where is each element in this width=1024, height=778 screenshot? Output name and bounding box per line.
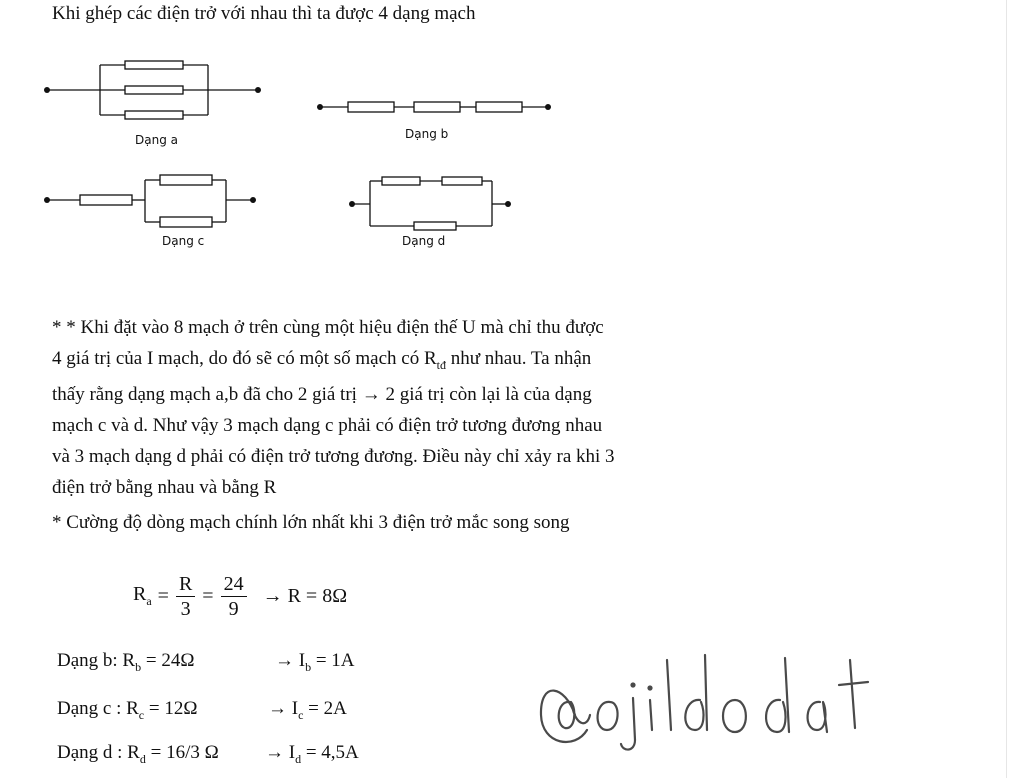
terminal-dot [255, 87, 261, 93]
fraction-r-over-3: $\frac{R}{3}$ [176, 572, 195, 621]
para-line: 4 giá trị của I mạch, do đó sẽ có một số mạch có $R_{tđ}$ như nhau. Ta nhận [52, 347, 592, 372]
fraction-24-over-9: $\frac{24}{9}$ [221, 572, 247, 621]
terminal-dot [250, 197, 256, 203]
para-line: điện trở bằng nhau và bằng R [52, 476, 277, 498]
bullet-main-current: * Cường độ dòng mạch chính lớn nhất khi 3 điện trở mắc song song [52, 512, 570, 533]
formula-ra [130, 566, 350, 626]
label-dang-c: Dạng c [162, 234, 205, 248]
circuit-b [320, 102, 548, 112]
explanation-paragraph [52, 313, 722, 504]
terminal-dot [505, 201, 511, 207]
equals-sign: = [202, 584, 214, 607]
formula-result: → R = 8Ω [262, 584, 348, 607]
terminal-dot [317, 104, 323, 110]
result-row-d: Dạng d : $R_d = 16/3$ Ω → $I_d = 4,5A$ [57, 742, 359, 766]
label-dang-d: Dạng d [402, 234, 446, 248]
handwritten-signature [535, 640, 885, 760]
page-gutter [1006, 0, 1024, 778]
terminal-dot [545, 104, 551, 110]
result-row-b: Dạng b: $R_b = 24\Omega$ → $I_b = 1A$ [57, 650, 355, 674]
label-dang-a: Dạng a [135, 133, 178, 147]
result-row-c: Dạng c : $R_c = 12\Omega$ → $I_c = 2A$ [57, 698, 347, 722]
heading-text: Khi ghép các điện trở với nhau thì ta được 4 dạng mạch [52, 3, 476, 24]
equals-sign: = [157, 584, 169, 607]
circuit-a [47, 61, 258, 119]
formula-lhs: $R_a$ [133, 583, 152, 608]
para-line: thấy rằng dạng mạch a,b đã cho 2 giá trị → 2 giá trị còn lại là của dạng [52, 384, 592, 406]
circuit-d [352, 177, 508, 230]
label-dang-b: Dạng b [405, 127, 449, 141]
terminal-dot [44, 197, 50, 203]
para-line: * * Khi đặt vào 8 mạch ở trên cùng một hiệu điện thế U mà chỉ thu được [52, 317, 604, 338]
circuit-diagrams [0, 40, 600, 270]
terminal-dot [349, 201, 355, 207]
para-line: và 3 mạch dạng d phải có điện trở tương đương. Điều này chỉ xảy ra khi 3 [52, 445, 615, 467]
para-line: mạch c và d. Như vậy 3 mạch dạng c phải có điện trở tương đương nhau [52, 415, 603, 437]
circuit-c [47, 175, 253, 227]
terminal-dot [44, 87, 50, 93]
